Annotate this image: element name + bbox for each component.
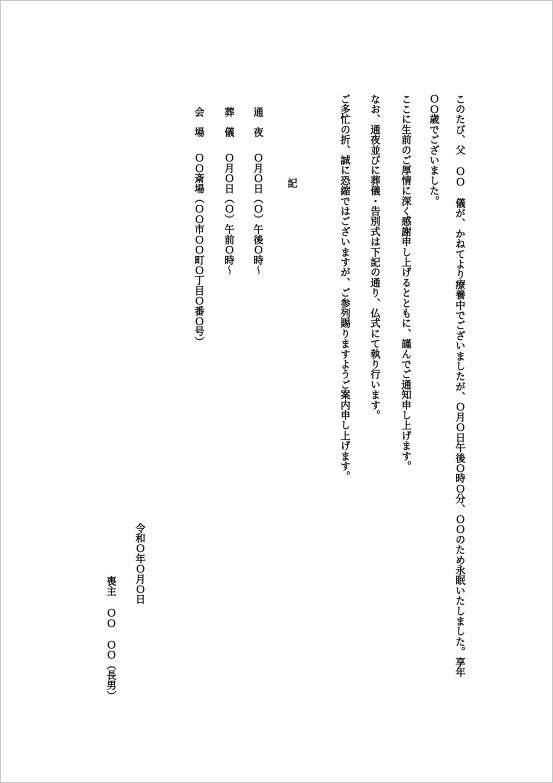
funeral-label: 葬 儀 [222, 107, 233, 138]
letter-line-5: ご多忙の折、誠に恐縮ではございますが、ご参列賜りますようご案内申し上げます。 [338, 94, 349, 482]
letter-line-2: ＯＯ歳でございました。 [427, 94, 438, 207]
wake-label: 通 夜 [251, 107, 262, 138]
wake-value: Ｏ月Ｏ日（Ｏ）午後Ｏ時～ [251, 153, 262, 276]
venue-value: ＯＯ斎場（ＯＯ市ＯＯ町Ｏ丁目Ｏ番Ｏ号） [192, 153, 203, 347]
closing-date: 令和Ｏ年Ｏ月Ｏ日 [133, 523, 144, 605]
details-heading: 記 [285, 178, 296, 189]
mourner-label: 喪主 [104, 576, 115, 597]
letter-line-1: このたび、父 ＯＯ 儀が、かねてより療養中でございましたが、Ｏ月Ｏ日午後Ｏ時Ｏ分、ＯＯのため永眠いたしました。享年 [453, 94, 464, 678]
mourner-name: ＯＯ ＯＯ（長男） [104, 608, 115, 701]
venue-label: 会 場 [192, 107, 203, 138]
letter-line-4: なお、通夜並びに葬儀・告別式は下記の通り、仏式にて執り行います。 [368, 94, 379, 421]
funeral-value: Ｏ月Ｏ日（Ｏ）午前Ｏ時～ [222, 153, 233, 276]
letter-line-3: ここに生前のご厚情に深く感謝申し上げるとともに、謹んでご通知申し上げます。 [399, 94, 410, 472]
